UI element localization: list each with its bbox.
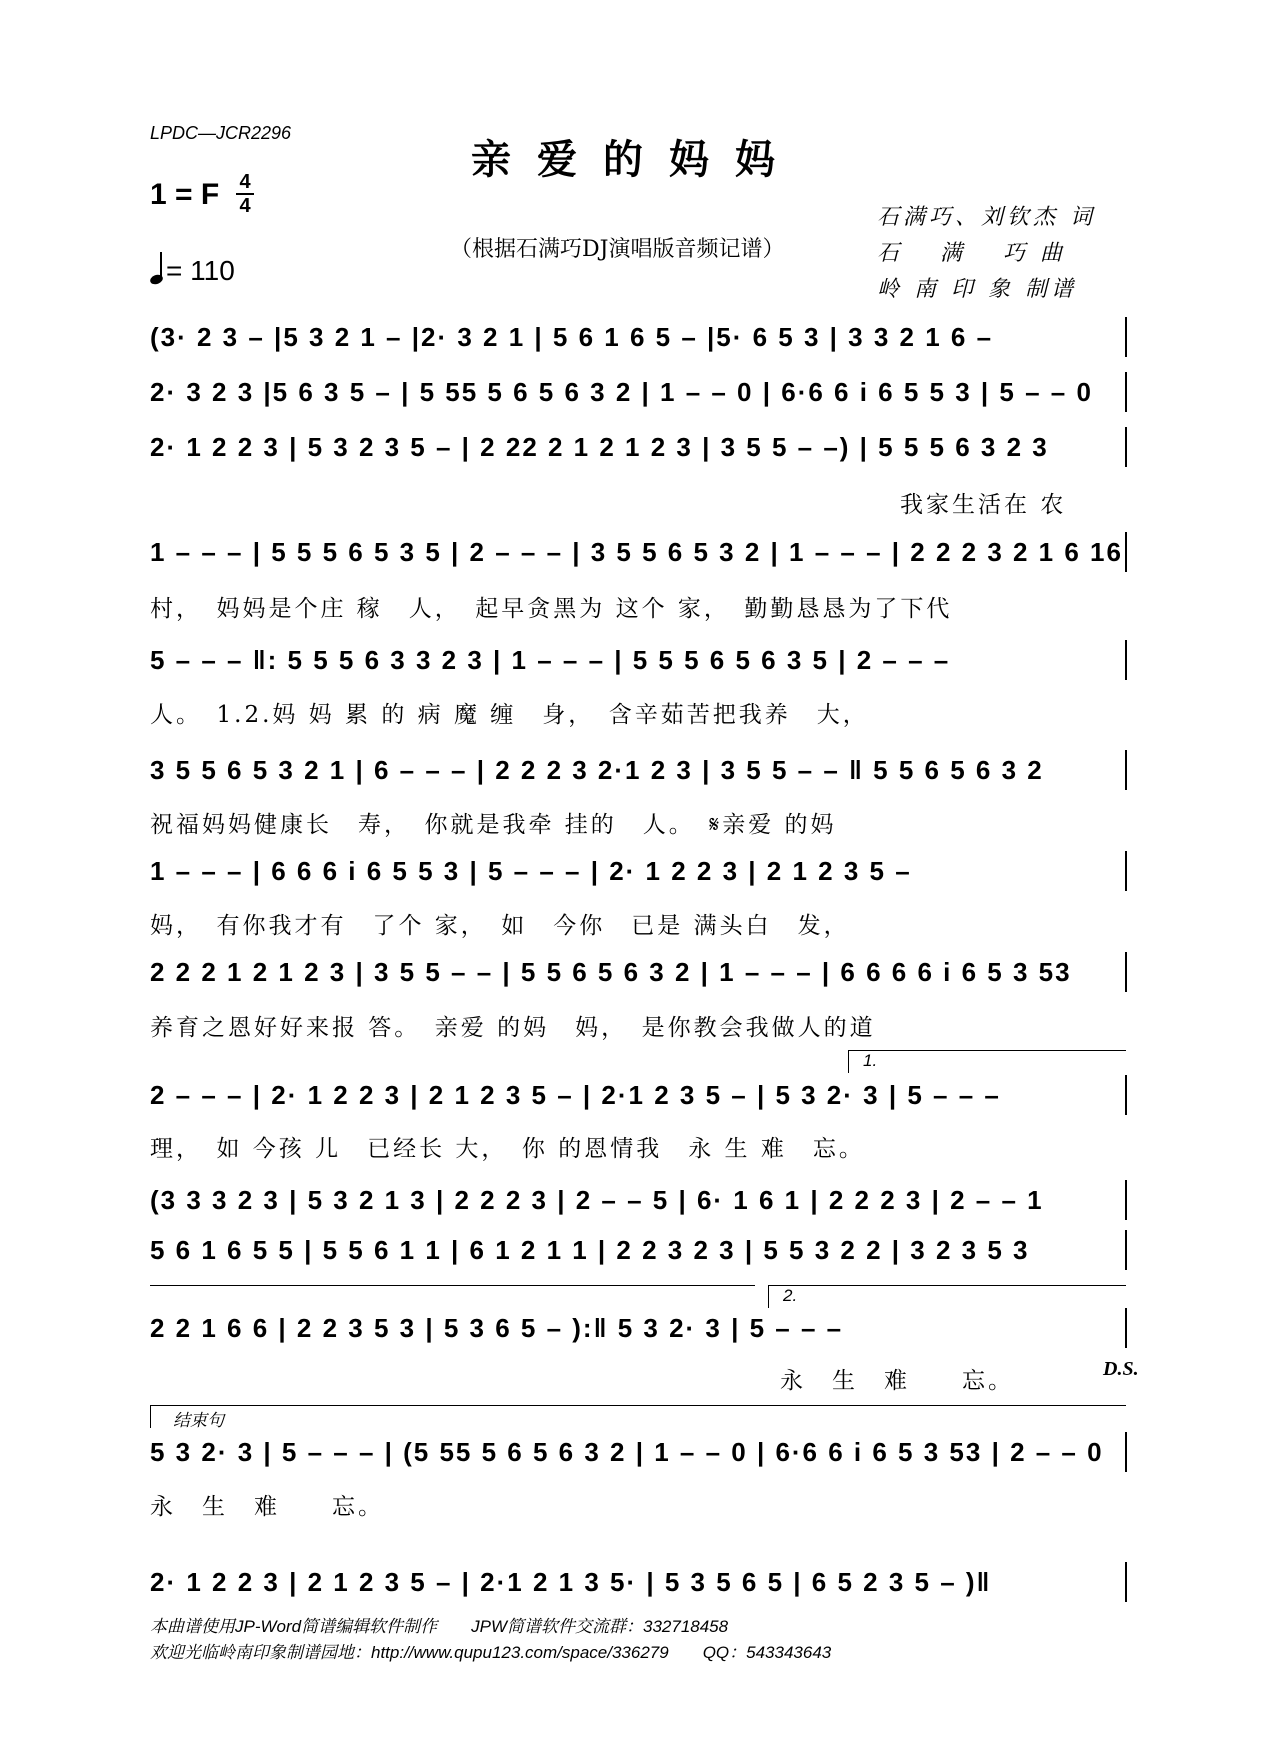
notation-row-2: 2· 3 2 3 |5 6 3 5 – | 5 55 5 6 5 6 3 2 | 1 – – 0 | 6·6 6 i 6 5 5 3 | 5 – – 0 — [150, 372, 1127, 412]
lyric-line-2: 村， 妈妈是个庄 稼 人， 起早贪黑为 这个 家， 勤勤恳恳为了下代 — [150, 596, 953, 622]
coda-bracket — [150, 1405, 1126, 1428]
second-ending-label: 2. — [783, 1286, 798, 1305]
notation-row-14: 2· 1 2 2 3 | 2 1 2 3 5 – | 2·1 2 1 3 5· | 5 3 5 6 5 | 6 5 2 3 5 – )‖ — [150, 1562, 1127, 1602]
lyric-line-6: 养育之恩好好来报 答。 亲爱 的妈 妈， 是你教会我做人的道 — [150, 1015, 876, 1041]
notation-row-11: 5 6 1 6 5 5 | 5 5 6 1 1 | 6 1 2 1 1 | 2 2 3 2 3 | 5 5 3 2 2 | 3 2 3 5 3 — [150, 1230, 1127, 1270]
notation-row-3: 2· 1 2 2 3 | 5 3 2 3 5 – | 2 22 2 1 2 1 2 3 | 3 5 5 – –) | 5 5 5 6 3 2 3 — [150, 427, 1127, 467]
lyric-line-7: 理， 如 今孩 儿 已经长 大， 你 的恩情我 永 生 难 忘。 — [150, 1136, 865, 1162]
quarter-note-icon — [150, 252, 162, 284]
subtitle: （根据石满巧DJ演唱版音频记谱） — [450, 237, 785, 262]
footer-line-2: 欢迎光临岭南印象制谱园地：http://www.qupu123.com/space/336279 QQ：543343643 — [150, 1643, 832, 1662]
second-ending-bracket — [768, 1285, 1126, 1308]
lyric-line-3: 人。 1.2.妈 妈 累 的 病 魔 缠 身， 含辛茹苦把我养 大， — [150, 702, 869, 728]
tempo-value: = 110 — [166, 255, 235, 286]
notation-row-4: 1 – – – | 5 5 5 6 5 3 5 | 2 – – – | 3 5 5 6 5 3 2 | 1 – – – | 2 2 2 3 2 1 6 16 — [150, 532, 1127, 572]
notation-row-13: 5 3 2· 3 | 5 – – – | (5 55 5 6 5 6 3 2 | 1 – – 0 | 6·6 6 i 6 5 3 53 | 2 – – 0 — [150, 1432, 1127, 1472]
first-ending-bracket — [848, 1050, 1126, 1073]
footer-line-1: 本曲谱使用JP-Word简谱编辑软件制作 JPW简谱软件交流群：332718458 — [150, 1617, 729, 1636]
notation-row-6: 3 5 5 6 5 3 2 1 | 6 – – – | 2 2 2 3 2·1 2 3 | 3 5 5 – – ‖ 5 5 6 5 6 3 2 — [150, 750, 1127, 790]
lyric-line-9: 永 生 难 忘。 — [150, 1494, 384, 1520]
notation-row-10: (3 3 3 2 3 | 5 3 2 1 3 | 2 2 2 3 | 2 – – 5 | 6· 1 6 1 | 2 2 2 3 | 2 – – 1 — [150, 1180, 1127, 1220]
notation-row-12: 2 2 1 6 6 | 2 2 3 5 3 | 5 3 6 5 – ):‖ 5 3 2· 3 | 5 – – – — [150, 1308, 1127, 1348]
song-title: 亲爱的妈妈 — [471, 136, 801, 183]
lyricist-credit: 石满巧、刘钦杰 词 — [877, 205, 1096, 230]
notation-row-9: 2 – – – | 2· 1 2 2 3 | 2 1 2 3 5 – | 2·1 2 3 5 – | 5 3 2· 3 | 5 – – – — [150, 1075, 1127, 1115]
dal-segno-marker: D.S. — [1103, 1358, 1139, 1380]
key-signature: 1 = F — [150, 178, 220, 211]
meter-top: 4 — [239, 171, 251, 193]
notation-row-8: 2 2 2 1 2 1 2 3 | 3 5 5 – – | 5 5 6 5 6 3 2 | 1 – – – | 6 6 6 6 i 6 5 3 53 — [150, 952, 1127, 992]
meter-bottom: 4 — [239, 195, 251, 217]
score-code: LPDC—JCR2296 — [150, 123, 292, 143]
composer-credit: 石 满 巧 曲 — [877, 241, 1066, 266]
lyric-line-1: 我家生活在 农 — [900, 492, 1067, 518]
notation-row-1: (3· 2 3 – |5 3 2 1 – |2· 3 2 1 | 5 6 1 6 5 – |5· 6 5 3 | 3 3 2 1 6 – — [150, 317, 1127, 357]
lyric-line-4: 祝福妈妈健康长 寿， 你就是我牵 挂的 人。 𝄋亲爱 的妈 — [150, 812, 837, 838]
lyric-line-8: 永 生 难 忘。 — [780, 1368, 1014, 1394]
time-signature — [236, 172, 254, 216]
notation-row-7: 1 – – – | 6 6 6 i 6 5 5 3 | 5 – – – | 2· 1 2 2 3 | 2 1 2 3 5 – — [150, 851, 1127, 891]
tempo-marking — [150, 252, 235, 287]
engraver-credit: 岭 南 印 象 制谱 — [877, 277, 1077, 302]
lyric-line-5: 妈， 有你我才有 了个 家， 如 今你 已是 满头白 发， — [150, 913, 850, 939]
first-ending-label: 1. — [863, 1051, 878, 1070]
coda-label: 结束句 — [173, 1411, 224, 1430]
notation-row-5: 5 – – – ‖: 5 5 5 6 3 3 2 3 | 1 – – – | 5 5 5 6 5 6 3 5 | 2 – – – — [150, 640, 1127, 680]
ending-line — [150, 1285, 755, 1308]
